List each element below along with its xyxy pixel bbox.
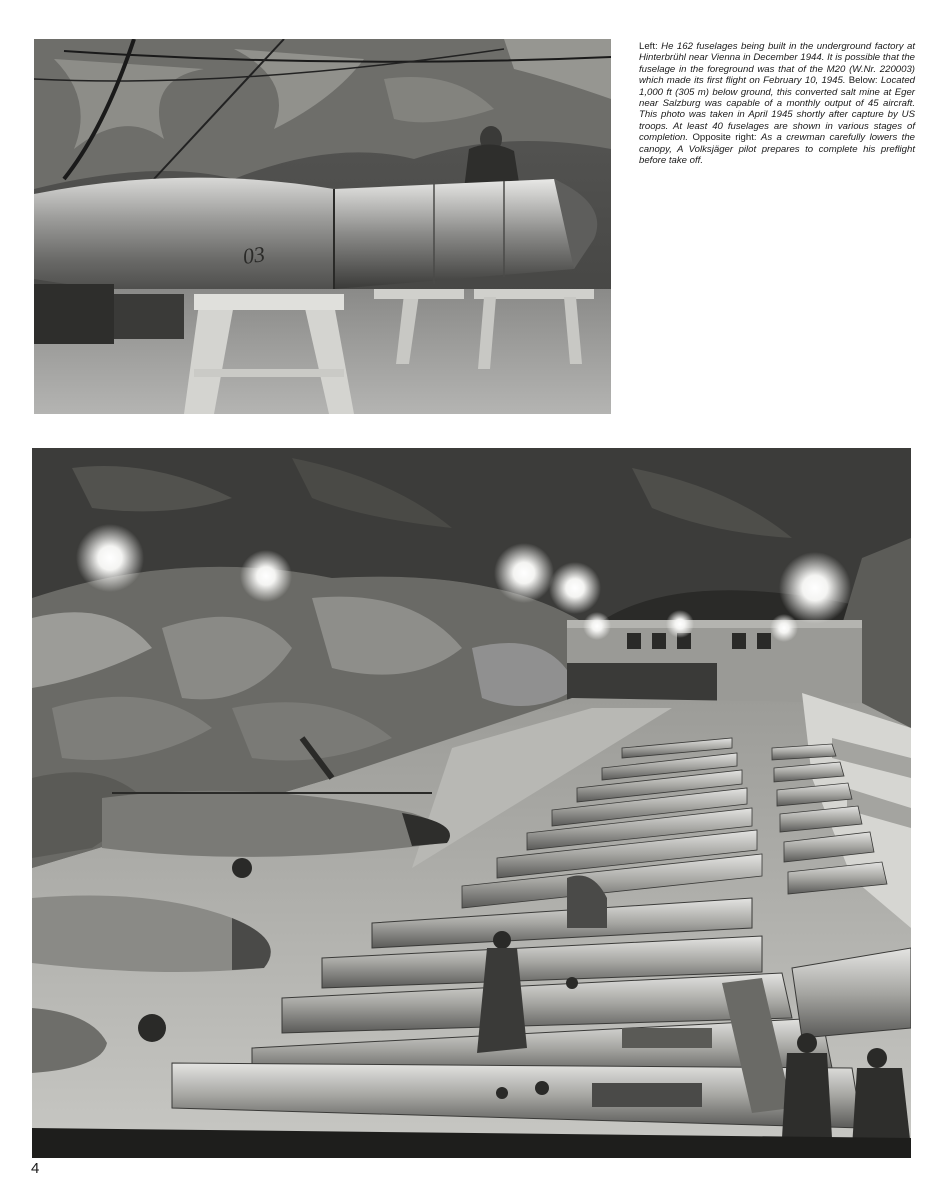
caption-opposite-text: As a crewman carefully lowers the canopy, A Volksjäger pilot prepares to complete his preflight before take off. <box>639 132 915 167</box>
photo-salt-mine-production-line <box>32 448 911 1158</box>
caption-below-text: Located 1,000 ft (305 m) below ground, this converted salt mine at Eger near Salzburg was capable of a monthly output of 45 aircraft. This photo was taken in April 1945 shortly after capture by US troops. At least 40 fuselages are shown in various stages of completion. <box>639 75 915 144</box>
fuselage-marking: 03 <box>241 241 267 269</box>
caption-opposite-label: Opposite right: <box>692 132 757 144</box>
caption-below-label: Below: <box>848 75 878 87</box>
caption-left-label: Left: <box>639 41 658 52</box>
caption-left-text: He 162 fuselages being built in the underground factory at Hinterbrühl near Vienna in December 1944. It is possible that the fuselage in the foreground was that of the M20 (W.Nr. 220003) which made its first flight on February 10, 1945. <box>639 41 915 87</box>
photo-caption <box>639 41 915 166</box>
page-number: 4 <box>31 1160 40 1177</box>
photo-underground-factory-hinterbruhl <box>34 39 611 414</box>
